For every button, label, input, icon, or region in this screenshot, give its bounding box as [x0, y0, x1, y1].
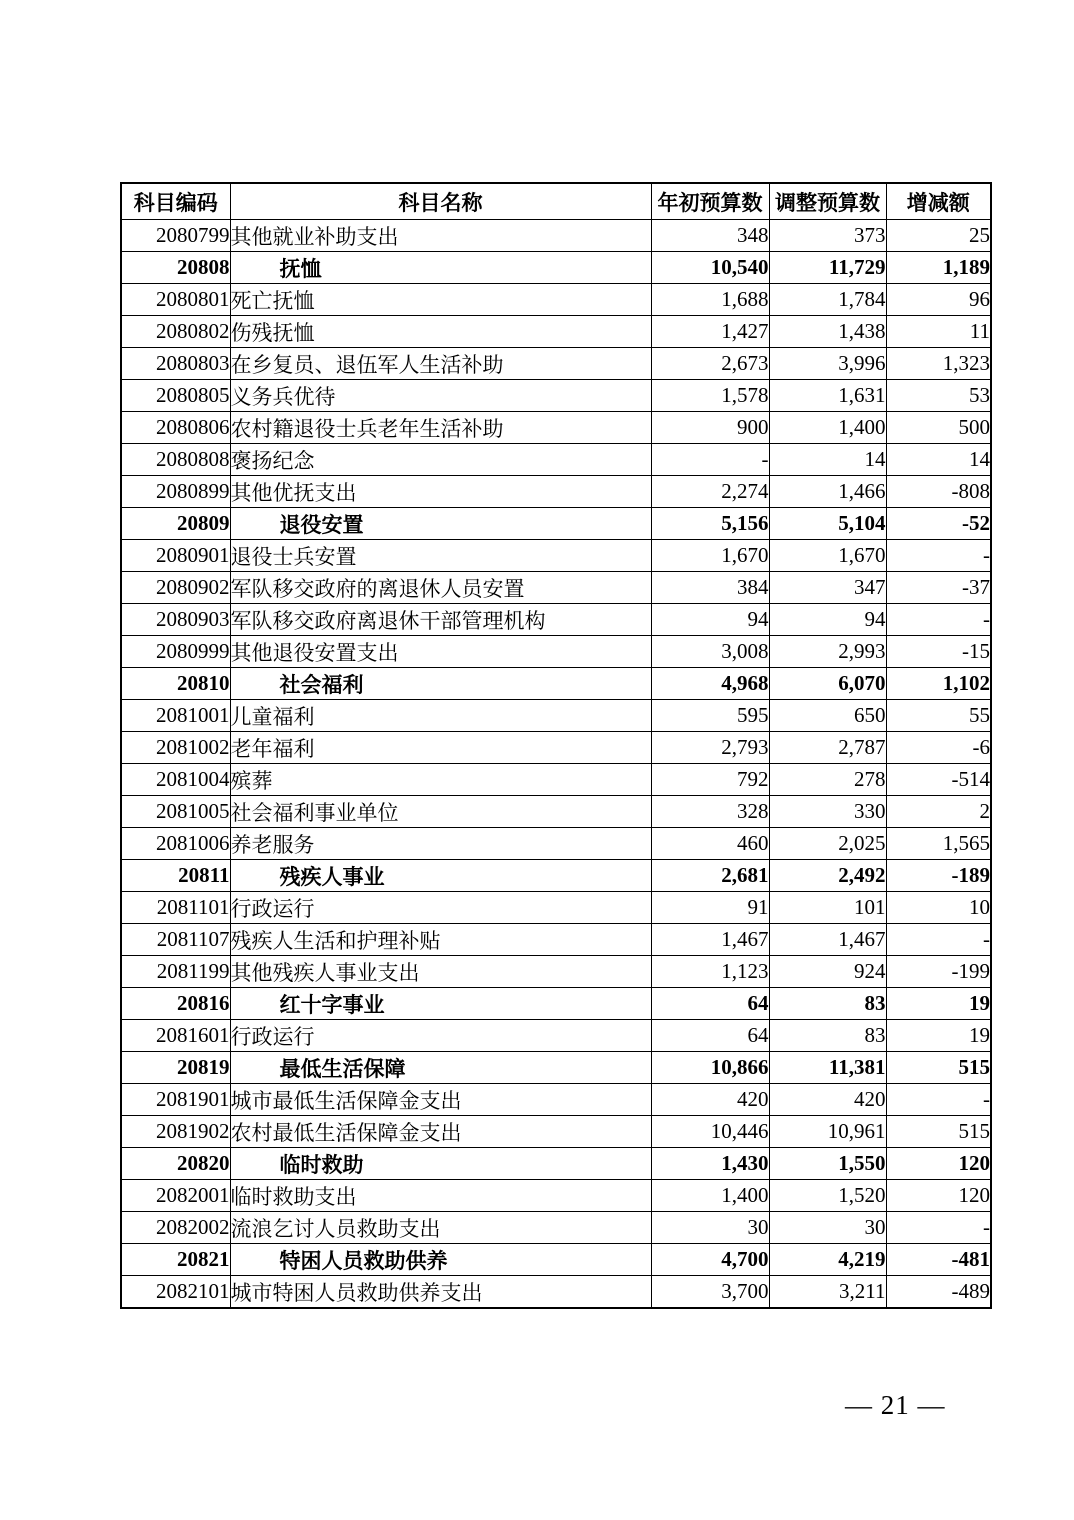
table-row [121, 764, 991, 796]
col-header-initial-budget: 年初预算数 [651, 183, 769, 220]
initial-budget-cell: 1,688 [651, 284, 769, 316]
table-row [121, 444, 991, 476]
initial-budget-cell: 4,700 [651, 1244, 769, 1276]
change-amount-cell: -199 [886, 956, 991, 988]
change-amount-cell: 1,189 [886, 252, 991, 284]
code-cell: 20811 [121, 860, 230, 892]
adjusted-budget-cell: 2,787 [769, 732, 886, 764]
code-cell: 20820 [121, 1148, 230, 1180]
code-cell: 20810 [121, 668, 230, 700]
code-cell: 2080805 [121, 380, 230, 412]
code-cell: 2082001 [121, 1180, 230, 1212]
table-row [121, 1148, 991, 1180]
code-cell: 2081901 [121, 1084, 230, 1116]
table-row [121, 380, 991, 412]
subject-name-cell: 农村最低生活保障金支出 [230, 1116, 651, 1148]
table-row [121, 956, 991, 988]
initial-budget-cell: 1,467 [651, 924, 769, 956]
subject-name-cell: 临时救助 [230, 1148, 651, 1180]
table-row [121, 220, 991, 252]
table-row [121, 796, 991, 828]
change-amount-cell: 500 [886, 412, 991, 444]
table-row [121, 348, 991, 380]
initial-budget-cell: 1,578 [651, 380, 769, 412]
code-cell: 20808 [121, 252, 230, 284]
budget-table [120, 182, 992, 1309]
code-cell: 2080802 [121, 316, 230, 348]
initial-budget-cell: 2,681 [651, 860, 769, 892]
subject-name-cell: 行政运行 [230, 892, 651, 924]
adjusted-budget-cell: 101 [769, 892, 886, 924]
subject-name-cell: 城市最低生活保障金支出 [230, 1084, 651, 1116]
table-row [121, 508, 991, 540]
initial-budget-cell: 64 [651, 988, 769, 1020]
subject-name-cell: 社会福利事业单位 [230, 796, 651, 828]
code-cell: 2082101 [121, 1276, 230, 1309]
change-amount-cell: 10 [886, 892, 991, 924]
change-amount-cell: 515 [886, 1052, 991, 1084]
adjusted-budget-cell: 10,961 [769, 1116, 886, 1148]
table-row [121, 1116, 991, 1148]
subject-name-cell: 养老服务 [230, 828, 651, 860]
change-amount-cell: 53 [886, 380, 991, 412]
subject-name-cell: 其他退役安置支出 [230, 636, 651, 668]
subject-name-cell: 城市特困人员救助供养支出 [230, 1276, 651, 1309]
change-amount-cell: -15 [886, 636, 991, 668]
table-row [121, 1180, 991, 1212]
table-row [121, 924, 991, 956]
code-cell: 2081005 [121, 796, 230, 828]
subject-name-cell: 老年福利 [230, 732, 651, 764]
code-cell: 20816 [121, 988, 230, 1020]
initial-budget-cell: 3,008 [651, 636, 769, 668]
adjusted-budget-cell: 1,467 [769, 924, 886, 956]
adjusted-budget-cell: 1,400 [769, 412, 886, 444]
adjusted-budget-cell: 373 [769, 220, 886, 252]
table-body [121, 220, 991, 1309]
adjusted-budget-cell: 3,996 [769, 348, 886, 380]
col-header-subject-name: 科目名称 [230, 183, 651, 220]
subject-name-cell: 在乡复员、退伍军人生活补助 [230, 348, 651, 380]
subject-name-cell: 死亡抚恤 [230, 284, 651, 316]
code-cell: 2081001 [121, 700, 230, 732]
code-cell: 2080999 [121, 636, 230, 668]
budget-table-container [120, 182, 990, 1309]
initial-budget-cell: 5,156 [651, 508, 769, 540]
code-cell: 2081601 [121, 1020, 230, 1052]
change-amount-cell: 96 [886, 284, 991, 316]
initial-budget-cell: 64 [651, 1020, 769, 1052]
subject-name-cell: 农村籍退役士兵老年生活补助 [230, 412, 651, 444]
change-amount-cell: 55 [886, 700, 991, 732]
initial-budget-cell: 900 [651, 412, 769, 444]
code-cell: 2081902 [121, 1116, 230, 1148]
subject-name-cell: 其他残疾人事业支出 [230, 956, 651, 988]
subject-name-cell: 军队移交政府离退休干部管理机构 [230, 604, 651, 636]
table-row [121, 892, 991, 924]
initial-budget-cell: 2,274 [651, 476, 769, 508]
adjusted-budget-cell: 278 [769, 764, 886, 796]
table-row [121, 860, 991, 892]
change-amount-cell: - [886, 540, 991, 572]
table-row [121, 572, 991, 604]
change-amount-cell: -489 [886, 1276, 991, 1309]
code-cell: 20809 [121, 508, 230, 540]
change-amount-cell: 1,323 [886, 348, 991, 380]
code-cell: 2081199 [121, 956, 230, 988]
subject-name-cell: 褒扬纪念 [230, 444, 651, 476]
change-amount-cell: - [886, 604, 991, 636]
initial-budget-cell: 3,700 [651, 1276, 769, 1309]
code-cell: 2080902 [121, 572, 230, 604]
code-cell: 2080808 [121, 444, 230, 476]
subject-name-cell: 军队移交政府的离退休人员安置 [230, 572, 651, 604]
initial-budget-cell: 2,673 [651, 348, 769, 380]
change-amount-cell: 11 [886, 316, 991, 348]
initial-budget-cell: 10,446 [651, 1116, 769, 1148]
adjusted-budget-cell: 1,438 [769, 316, 886, 348]
subject-name-cell: 抚恤 [230, 252, 651, 284]
change-amount-cell: -52 [886, 508, 991, 540]
initial-budget-cell: 1,123 [651, 956, 769, 988]
table-row [121, 1244, 991, 1276]
code-cell: 20819 [121, 1052, 230, 1084]
adjusted-budget-cell: 924 [769, 956, 886, 988]
table-row [121, 316, 991, 348]
initial-budget-cell: 10,866 [651, 1052, 769, 1084]
subject-name-cell: 流浪乞讨人员救助支出 [230, 1212, 651, 1244]
initial-budget-cell: 384 [651, 572, 769, 604]
subject-name-cell: 残疾人生活和护理补贴 [230, 924, 651, 956]
change-amount-cell: - [886, 924, 991, 956]
subject-name-cell: 临时救助支出 [230, 1180, 651, 1212]
code-cell: 2081004 [121, 764, 230, 796]
adjusted-budget-cell: 5,104 [769, 508, 886, 540]
adjusted-budget-cell: 1,631 [769, 380, 886, 412]
initial-budget-cell: 1,400 [651, 1180, 769, 1212]
initial-budget-cell: 348 [651, 220, 769, 252]
subject-name-cell: 行政运行 [230, 1020, 651, 1052]
adjusted-budget-cell: 6,070 [769, 668, 886, 700]
initial-budget-cell: 94 [651, 604, 769, 636]
initial-budget-cell: 328 [651, 796, 769, 828]
initial-budget-cell: 4,968 [651, 668, 769, 700]
table-row [121, 1084, 991, 1116]
adjusted-budget-cell: 94 [769, 604, 886, 636]
adjusted-budget-cell: 1,550 [769, 1148, 886, 1180]
subject-name-cell: 特困人员救助供养 [230, 1244, 651, 1276]
code-cell: 2081107 [121, 924, 230, 956]
code-cell: 2080803 [121, 348, 230, 380]
change-amount-cell: 120 [886, 1148, 991, 1180]
adjusted-budget-cell: 1,784 [769, 284, 886, 316]
subject-name-cell: 义务兵优待 [230, 380, 651, 412]
change-amount-cell: 14 [886, 444, 991, 476]
code-cell: 2080799 [121, 220, 230, 252]
adjusted-budget-cell: 4,219 [769, 1244, 886, 1276]
table-row [121, 732, 991, 764]
initial-budget-cell: 91 [651, 892, 769, 924]
subject-name-cell: 其他就业补助支出 [230, 220, 651, 252]
code-cell: 2080801 [121, 284, 230, 316]
change-amount-cell: -189 [886, 860, 991, 892]
change-amount-cell: 515 [886, 1116, 991, 1148]
table-row [121, 1020, 991, 1052]
table-row [121, 1052, 991, 1084]
change-amount-cell: - [886, 1084, 991, 1116]
table-header-row [121, 183, 991, 220]
initial-budget-cell: - [651, 444, 769, 476]
adjusted-budget-cell: 1,466 [769, 476, 886, 508]
table-row [121, 700, 991, 732]
initial-budget-cell: 30 [651, 1212, 769, 1244]
adjusted-budget-cell: 2,993 [769, 636, 886, 668]
code-cell: 2081002 [121, 732, 230, 764]
table-row [121, 284, 991, 316]
subject-name-cell: 伤残抚恤 [230, 316, 651, 348]
adjusted-budget-cell: 420 [769, 1084, 886, 1116]
table-row [121, 604, 991, 636]
adjusted-budget-cell: 83 [769, 1020, 886, 1052]
initial-budget-cell: 595 [651, 700, 769, 732]
initial-budget-cell: 1,430 [651, 1148, 769, 1180]
page-number: — 21 — [845, 1390, 946, 1420]
table-row [121, 1276, 991, 1309]
table-row [121, 988, 991, 1020]
adjusted-budget-cell: 1,670 [769, 540, 886, 572]
change-amount-cell: 1,102 [886, 668, 991, 700]
change-amount-cell: -37 [886, 572, 991, 604]
adjusted-budget-cell: 2,025 [769, 828, 886, 860]
adjusted-budget-cell: 650 [769, 700, 886, 732]
subject-name-cell: 残疾人事业 [230, 860, 651, 892]
change-amount-cell: -481 [886, 1244, 991, 1276]
table-row [121, 540, 991, 572]
table-row [121, 668, 991, 700]
subject-name-cell: 退役士兵安置 [230, 540, 651, 572]
initial-budget-cell: 1,670 [651, 540, 769, 572]
subject-name-cell: 红十字事业 [230, 988, 651, 1020]
col-header-change-amount: 增减额 [886, 183, 991, 220]
change-amount-cell: -808 [886, 476, 991, 508]
adjusted-budget-cell: 2,492 [769, 860, 886, 892]
initial-budget-cell: 420 [651, 1084, 769, 1116]
change-amount-cell: 19 [886, 988, 991, 1020]
table-row [121, 412, 991, 444]
table-row [121, 252, 991, 284]
initial-budget-cell: 1,427 [651, 316, 769, 348]
initial-budget-cell: 2,793 [651, 732, 769, 764]
code-cell: 2080806 [121, 412, 230, 444]
adjusted-budget-cell: 14 [769, 444, 886, 476]
subject-name-cell: 退役安置 [230, 508, 651, 540]
adjusted-budget-cell: 11,729 [769, 252, 886, 284]
adjusted-budget-cell: 30 [769, 1212, 886, 1244]
adjusted-budget-cell: 330 [769, 796, 886, 828]
subject-name-cell: 最低生活保障 [230, 1052, 651, 1084]
change-amount-cell: 25 [886, 220, 991, 252]
change-amount-cell: 2 [886, 796, 991, 828]
col-header-adjusted-budget: 调整预算数 [769, 183, 886, 220]
table-row [121, 1212, 991, 1244]
table-row [121, 476, 991, 508]
code-cell: 2080901 [121, 540, 230, 572]
change-amount-cell: -514 [886, 764, 991, 796]
adjusted-budget-cell: 3,211 [769, 1276, 886, 1309]
subject-name-cell: 殡葬 [230, 764, 651, 796]
adjusted-budget-cell: 1,520 [769, 1180, 886, 1212]
initial-budget-cell: 792 [651, 764, 769, 796]
adjusted-budget-cell: 11,381 [769, 1052, 886, 1084]
code-cell: 2081006 [121, 828, 230, 860]
code-cell: 2082002 [121, 1212, 230, 1244]
table-row [121, 636, 991, 668]
subject-name-cell: 其他优抚支出 [230, 476, 651, 508]
subject-name-cell: 社会福利 [230, 668, 651, 700]
initial-budget-cell: 10,540 [651, 252, 769, 284]
table-row [121, 828, 991, 860]
code-cell: 2080899 [121, 476, 230, 508]
subject-name-cell: 儿童福利 [230, 700, 651, 732]
change-amount-cell: 120 [886, 1180, 991, 1212]
change-amount-cell: 19 [886, 1020, 991, 1052]
code-cell: 20821 [121, 1244, 230, 1276]
change-amount-cell: - [886, 1212, 991, 1244]
adjusted-budget-cell: 347 [769, 572, 886, 604]
change-amount-cell: -6 [886, 732, 991, 764]
initial-budget-cell: 460 [651, 828, 769, 860]
adjusted-budget-cell: 83 [769, 988, 886, 1020]
code-cell: 2081101 [121, 892, 230, 924]
col-header-subject-code: 科目编码 [121, 183, 230, 220]
code-cell: 2080903 [121, 604, 230, 636]
change-amount-cell: 1,565 [886, 828, 991, 860]
